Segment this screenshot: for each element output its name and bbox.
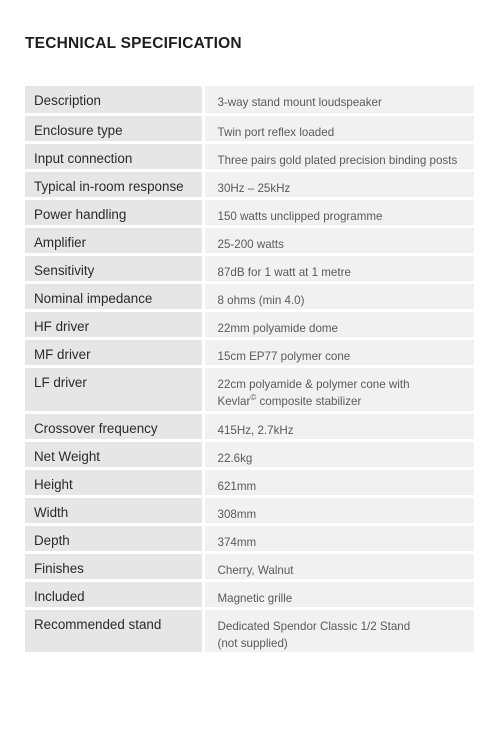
spec-row-nominal-impedance — [25, 282, 474, 310]
spec-value: 150 watts unclipped programme — [203, 198, 474, 226]
spec-row-height — [25, 468, 474, 496]
spec-value: 415Hz, 2.7kHz — [203, 412, 474, 440]
spec-value: Three pairs gold plated precision binding posts — [203, 142, 474, 170]
spec-value: 87dB for 1 watt at 1 metre — [203, 254, 474, 282]
spec-label: Sensitivity — [25, 254, 203, 282]
spec-label: LF driver — [25, 366, 203, 412]
spec-value-text: composite stabilizer — [256, 394, 362, 408]
spec-value: Magnetic grille — [203, 580, 474, 608]
spec-row-included — [25, 580, 474, 608]
spec-row-crossover-frequency — [25, 412, 474, 440]
spec-label: Finishes — [25, 552, 203, 580]
spec-value: 621mm — [203, 468, 474, 496]
spec-value: 15cm EP77 polymer cone — [203, 338, 474, 366]
spec-row-finishes — [25, 552, 474, 580]
spec-label: Input connection — [25, 142, 203, 170]
spec-label: Description — [25, 86, 203, 114]
spec-row-recommended-stand — [25, 608, 474, 652]
spec-value — [203, 608, 474, 652]
spec-value-line: Dedicated Spendor Classic 1/2 Stand — [217, 619, 411, 633]
spec-value-text: Kevlar — [217, 394, 251, 408]
spec-label: MF driver — [25, 338, 203, 366]
spec-value: 308mm — [203, 496, 474, 524]
page-title: TECHNICAL SPECIFICATION — [25, 35, 242, 52]
spec-label: Power handling — [25, 198, 203, 226]
spec-value — [203, 366, 474, 412]
spec-row-description — [25, 86, 474, 114]
spec-value: 22mm polyamide dome — [203, 310, 474, 338]
spec-label: Recommended stand — [25, 608, 203, 652]
spec-row-depth — [25, 524, 474, 552]
spec-value: 25-200 watts — [203, 226, 474, 254]
spec-value: 30Hz – 25kHz — [203, 170, 474, 198]
spec-table — [25, 86, 474, 652]
spec-label: Width — [25, 496, 203, 524]
spec-row-input-connection — [25, 142, 474, 170]
spec-row-power-handling — [25, 198, 474, 226]
spec-label: HF driver — [25, 310, 203, 338]
spec-label: Amplifier — [25, 226, 203, 254]
spec-row-lf-driver — [25, 366, 474, 412]
spec-label: Net Weight — [25, 440, 203, 468]
spec-label: Typical in-room response — [25, 170, 203, 198]
spec-row-width — [25, 496, 474, 524]
spec-value: Cherry, Walnut — [203, 552, 474, 580]
spec-row-enclosure-type — [25, 114, 474, 142]
spec-label: Included — [25, 580, 203, 608]
spec-row-net-weight — [25, 440, 474, 468]
spec-label: Crossover frequency — [25, 412, 203, 440]
spec-value-line: (not supplied) — [217, 636, 288, 650]
spec-row-in-room-response — [25, 170, 474, 198]
spec-row-hf-driver — [25, 310, 474, 338]
spec-label: Nominal impedance — [25, 282, 203, 310]
spec-value-line: 22cm polyamide & polymer cone with — [217, 377, 410, 391]
spec-row-mf-driver — [25, 338, 474, 366]
copyright-symbol: © — [250, 392, 257, 402]
spec-value: 3-way stand mount loudspeaker — [203, 86, 474, 114]
spec-value: 22.6kg — [203, 440, 474, 468]
spec-row-sensitivity — [25, 254, 474, 282]
spec-label: Enclosure type — [25, 114, 203, 142]
spec-row-amplifier — [25, 226, 474, 254]
spec-label: Depth — [25, 524, 203, 552]
spec-value: 8 ohms (min 4.0) — [203, 282, 474, 310]
spec-value-line — [218, 393, 467, 410]
spec-value: Twin port reflex loaded — [203, 114, 474, 142]
spec-label: Height — [25, 468, 203, 496]
spec-value: 374mm — [203, 524, 474, 552]
